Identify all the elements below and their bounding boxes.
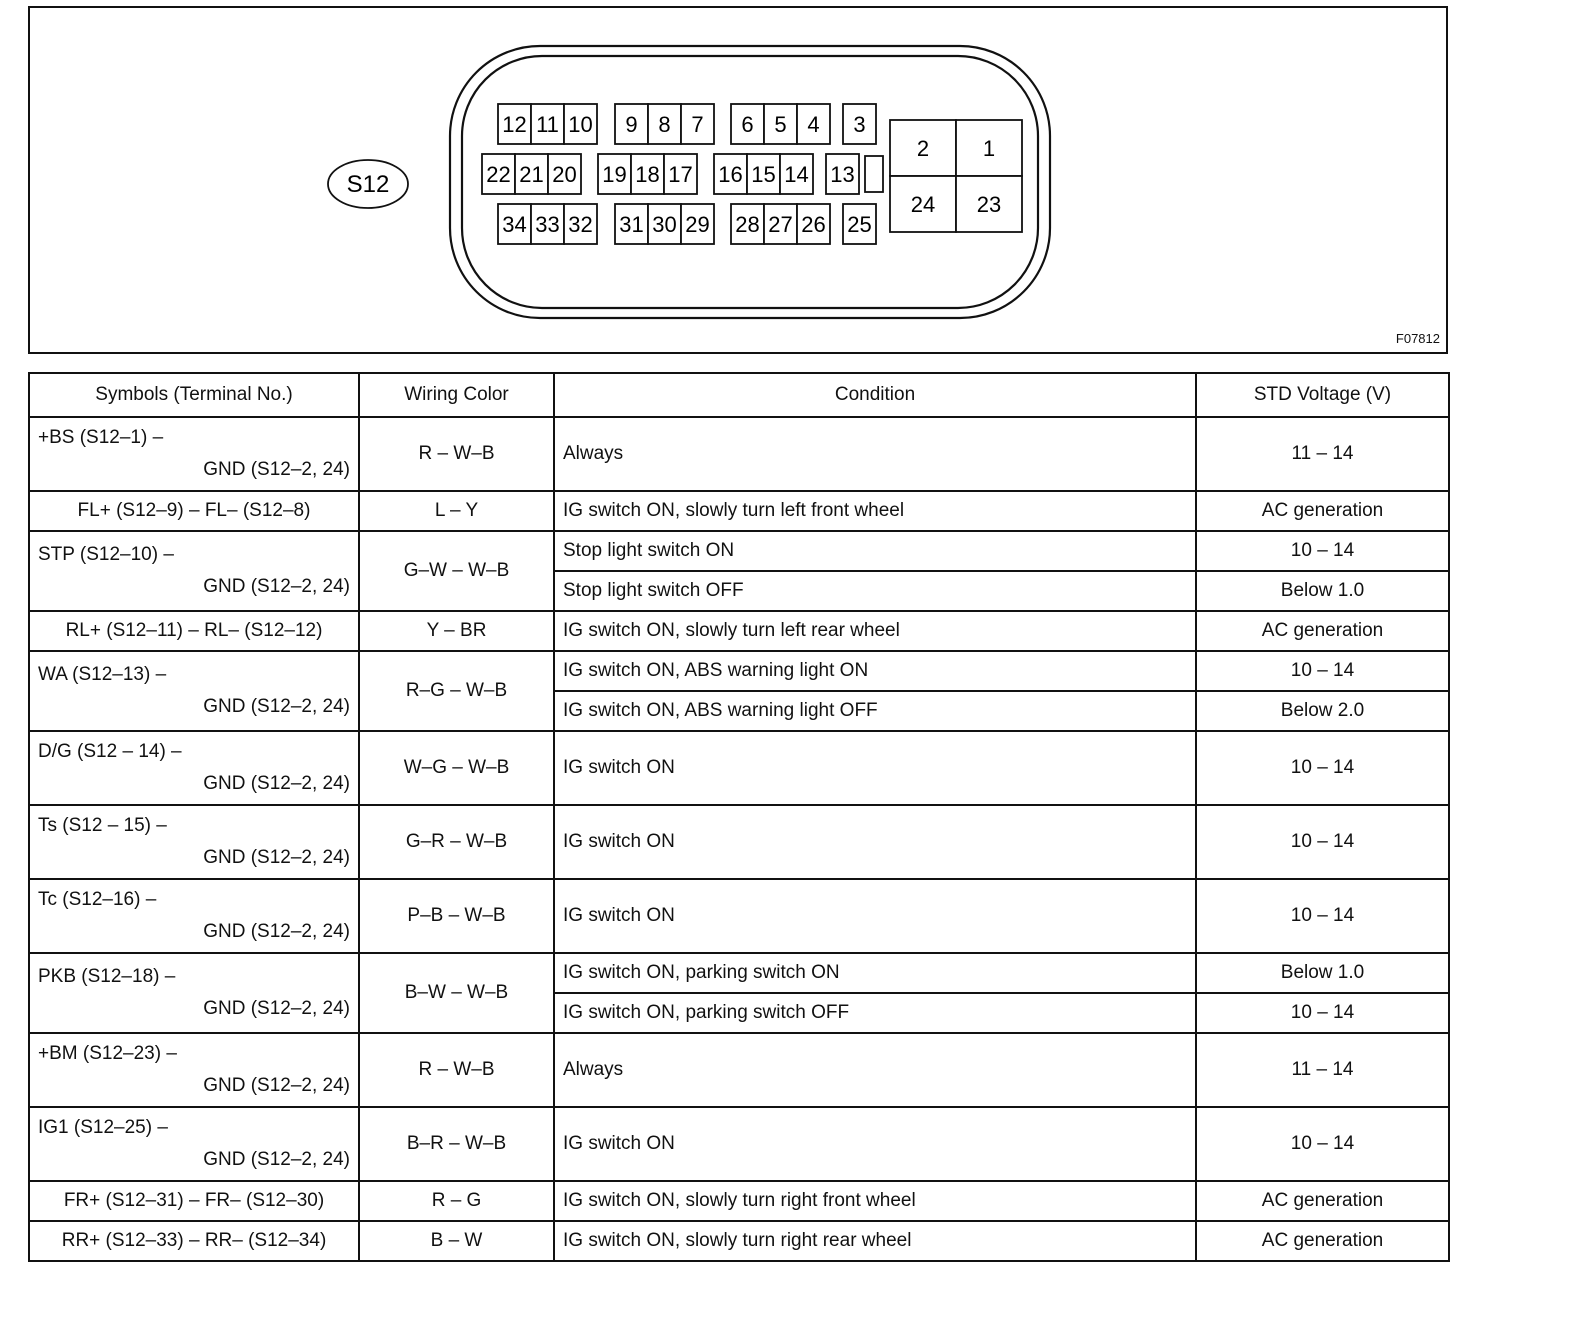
condition-cell: Stop light switch OFF: [554, 571, 1196, 611]
terminal-number: 8: [658, 112, 671, 137]
wiring-color-cell: W–G – W–B: [359, 731, 554, 805]
condition-cell: Always: [554, 1033, 1196, 1107]
symbol-terminal: Ts (S12 – 15) –: [38, 815, 167, 836]
condition-cell: IG switch ON, ABS warning light ON: [554, 651, 1196, 691]
terminal-number: 12: [502, 112, 527, 137]
terminal-number: 18: [635, 162, 660, 187]
table-row: [29, 491, 1449, 531]
terminal-number: 24: [910, 192, 936, 217]
wiring-color-cell: B – W: [359, 1221, 554, 1261]
connector-latch: [865, 156, 883, 192]
wiring-color-cell: R–G – W–B: [359, 651, 554, 731]
condition-cell: IG switch ON, ABS warning light OFF: [554, 691, 1196, 731]
header-symbols: Symbols (Terminal No.): [29, 373, 359, 417]
terminal-number: 19: [602, 162, 627, 187]
terminal-number: 14: [784, 162, 809, 187]
terminal-number: 33: [535, 212, 560, 237]
terminal-number: 25: [847, 212, 872, 237]
table-row: [29, 417, 1449, 491]
voltage-cell: AC generation: [1196, 1181, 1449, 1221]
table-row: [29, 731, 1449, 805]
symbol-ground: GND (S12–2, 24): [203, 576, 350, 597]
terminal-number: 21: [519, 162, 544, 187]
symbol-cell: [29, 731, 359, 805]
table-row: [29, 1221, 1449, 1261]
symbol-terminal: PKB (S12–18) –: [38, 966, 176, 987]
terminal-number: 3: [853, 112, 866, 137]
condition-cell: IG switch ON, slowly turn right front wheel: [554, 1181, 1196, 1221]
terminal-number: 7: [691, 112, 704, 137]
symbol-ground: GND (S12–2, 24): [203, 998, 350, 1019]
symbol-cell: [29, 651, 359, 731]
symbol-terminal: STP (S12–10) –: [38, 544, 174, 565]
connector-diagram: [30, 8, 1446, 352]
voltage-cell: 11 – 14: [1196, 417, 1449, 491]
voltage-cell: 10 – 14: [1196, 993, 1449, 1033]
symbol-cell: FR+ (S12–31) – FR– (S12–30): [29, 1181, 359, 1221]
voltage-cell: Below 2.0: [1196, 691, 1449, 731]
figure-code: F07812: [1395, 331, 1440, 346]
terminal-number: 16: [718, 162, 743, 187]
symbol-cell: [29, 417, 359, 491]
table-header-row: [29, 373, 1449, 417]
table-row: [29, 611, 1449, 651]
table-body: [29, 417, 1449, 1261]
symbol-ground: GND (S12–2, 24): [203, 1149, 350, 1170]
symbol-terminal: +BS (S12–1) –: [38, 427, 164, 448]
wiring-color-cell: G–W – W–B: [359, 531, 554, 611]
terminal-number: 28: [735, 212, 760, 237]
symbol-ground: GND (S12–2, 24): [203, 696, 350, 717]
voltage-cell: 10 – 14: [1196, 731, 1449, 805]
table-row: [29, 805, 1449, 879]
terminal-number: 31: [619, 212, 644, 237]
terminal-number: 1: [982, 136, 996, 161]
symbol-cell: FL+ (S12–9) – FL– (S12–8): [29, 491, 359, 531]
condition-cell: IG switch ON, parking switch OFF: [554, 993, 1196, 1033]
voltage-cell: 10 – 14: [1196, 879, 1449, 953]
table-row: [29, 651, 1449, 691]
terminal-number: 26: [801, 212, 826, 237]
symbol-terminal: D/G (S12 – 14) –: [38, 741, 182, 762]
condition-cell: IG switch ON: [554, 879, 1196, 953]
terminal-table: [28, 372, 1450, 1262]
terminal-number: 30: [652, 212, 677, 237]
wiring-color-cell: P–B – W–B: [359, 879, 554, 953]
voltage-cell: Below 1.0: [1196, 571, 1449, 611]
condition-cell: IG switch ON, slowly turn left rear wheel: [554, 611, 1196, 651]
table-row: [29, 1181, 1449, 1221]
symbol-cell: RR+ (S12–33) – RR– (S12–34): [29, 1221, 359, 1261]
symbol-ground: GND (S12–2, 24): [203, 773, 350, 794]
terminal-number: 5: [774, 112, 787, 137]
symbol-ground: GND (S12–2, 24): [203, 847, 350, 868]
symbol-cell: [29, 1107, 359, 1181]
condition-cell: Always: [554, 417, 1196, 491]
terminal-number: 17: [668, 162, 693, 187]
wiring-color-cell: Y – BR: [359, 611, 554, 651]
voltage-cell: 10 – 14: [1196, 531, 1449, 571]
terminal-number: 6: [741, 112, 754, 137]
symbol-ground: GND (S12–2, 24): [203, 1075, 350, 1096]
terminal-number: 29: [685, 212, 710, 237]
terminal-number: 20: [552, 162, 577, 187]
symbol-terminal: Tc (S12–16) –: [38, 889, 157, 910]
terminal-number: 15: [751, 162, 776, 187]
voltage-cell: 11 – 14: [1196, 1033, 1449, 1107]
table-row: [29, 953, 1449, 993]
voltage-cell: AC generation: [1196, 491, 1449, 531]
voltage-cell: AC generation: [1196, 1221, 1449, 1261]
table-row: [29, 1033, 1449, 1107]
header-wiring-color: Wiring Color: [359, 373, 554, 417]
terminal-number: 9: [625, 112, 638, 137]
condition-cell: IG switch ON: [554, 805, 1196, 879]
terminal-number: 22: [486, 162, 511, 187]
symbol-cell: [29, 953, 359, 1033]
voltage-cell: 10 – 14: [1196, 805, 1449, 879]
voltage-cell: 10 – 14: [1196, 651, 1449, 691]
symbol-cell: [29, 879, 359, 953]
header-condition: Condition: [554, 373, 1196, 417]
table-row: [29, 879, 1449, 953]
wiring-color-cell: R – G: [359, 1181, 554, 1221]
terminal-number: 13: [830, 162, 855, 187]
header-std-voltage: STD Voltage (V): [1196, 373, 1449, 417]
symbol-terminal: +BM (S12–23) –: [38, 1043, 177, 1064]
terminal-number: 23: [976, 192, 1002, 217]
wiring-color-cell: L – Y: [359, 491, 554, 531]
wiring-color-cell: B–R – W–B: [359, 1107, 554, 1181]
terminal-number: 2: [916, 136, 930, 161]
symbol-terminal: WA (S12–13) –: [38, 664, 167, 685]
wiring-color-cell: R – W–B: [359, 417, 554, 491]
terminal-number: 4: [807, 112, 820, 137]
voltage-cell: AC generation: [1196, 611, 1449, 651]
table-row: [29, 531, 1449, 571]
condition-cell: Stop light switch ON: [554, 531, 1196, 571]
wiring-color-cell: G–R – W–B: [359, 805, 554, 879]
connector-diagram-panel: [28, 6, 1448, 354]
terminal-number: 10: [568, 112, 593, 137]
symbol-cell: [29, 805, 359, 879]
symbol-ground: GND (S12–2, 24): [203, 459, 350, 480]
voltage-cell: Below 1.0: [1196, 953, 1449, 993]
symbol-ground: GND (S12–2, 24): [203, 921, 350, 942]
symbol-terminal: IG1 (S12–25) –: [38, 1117, 168, 1138]
table-row: [29, 1107, 1449, 1181]
wiring-color-cell: B–W – W–B: [359, 953, 554, 1033]
terminal-number: 11: [536, 112, 559, 137]
condition-cell: IG switch ON, slowly turn left front wheel: [554, 491, 1196, 531]
symbol-cell: [29, 531, 359, 611]
terminal-number: 34: [502, 212, 527, 237]
wiring-color-cell: R – W–B: [359, 1033, 554, 1107]
symbol-cell: RL+ (S12–11) – RL– (S12–12): [29, 611, 359, 651]
condition-cell: IG switch ON, slowly turn right rear wheel: [554, 1221, 1196, 1261]
voltage-cell: 10 – 14: [1196, 1107, 1449, 1181]
condition-cell: IG switch ON: [554, 1107, 1196, 1181]
terminal-number: 27: [768, 212, 793, 237]
condition-cell: IG switch ON, parking switch ON: [554, 953, 1196, 993]
connector-label: S12: [346, 171, 390, 198]
symbol-cell: [29, 1033, 359, 1107]
condition-cell: IG switch ON: [554, 731, 1196, 805]
terminal-number: 32: [568, 212, 593, 237]
